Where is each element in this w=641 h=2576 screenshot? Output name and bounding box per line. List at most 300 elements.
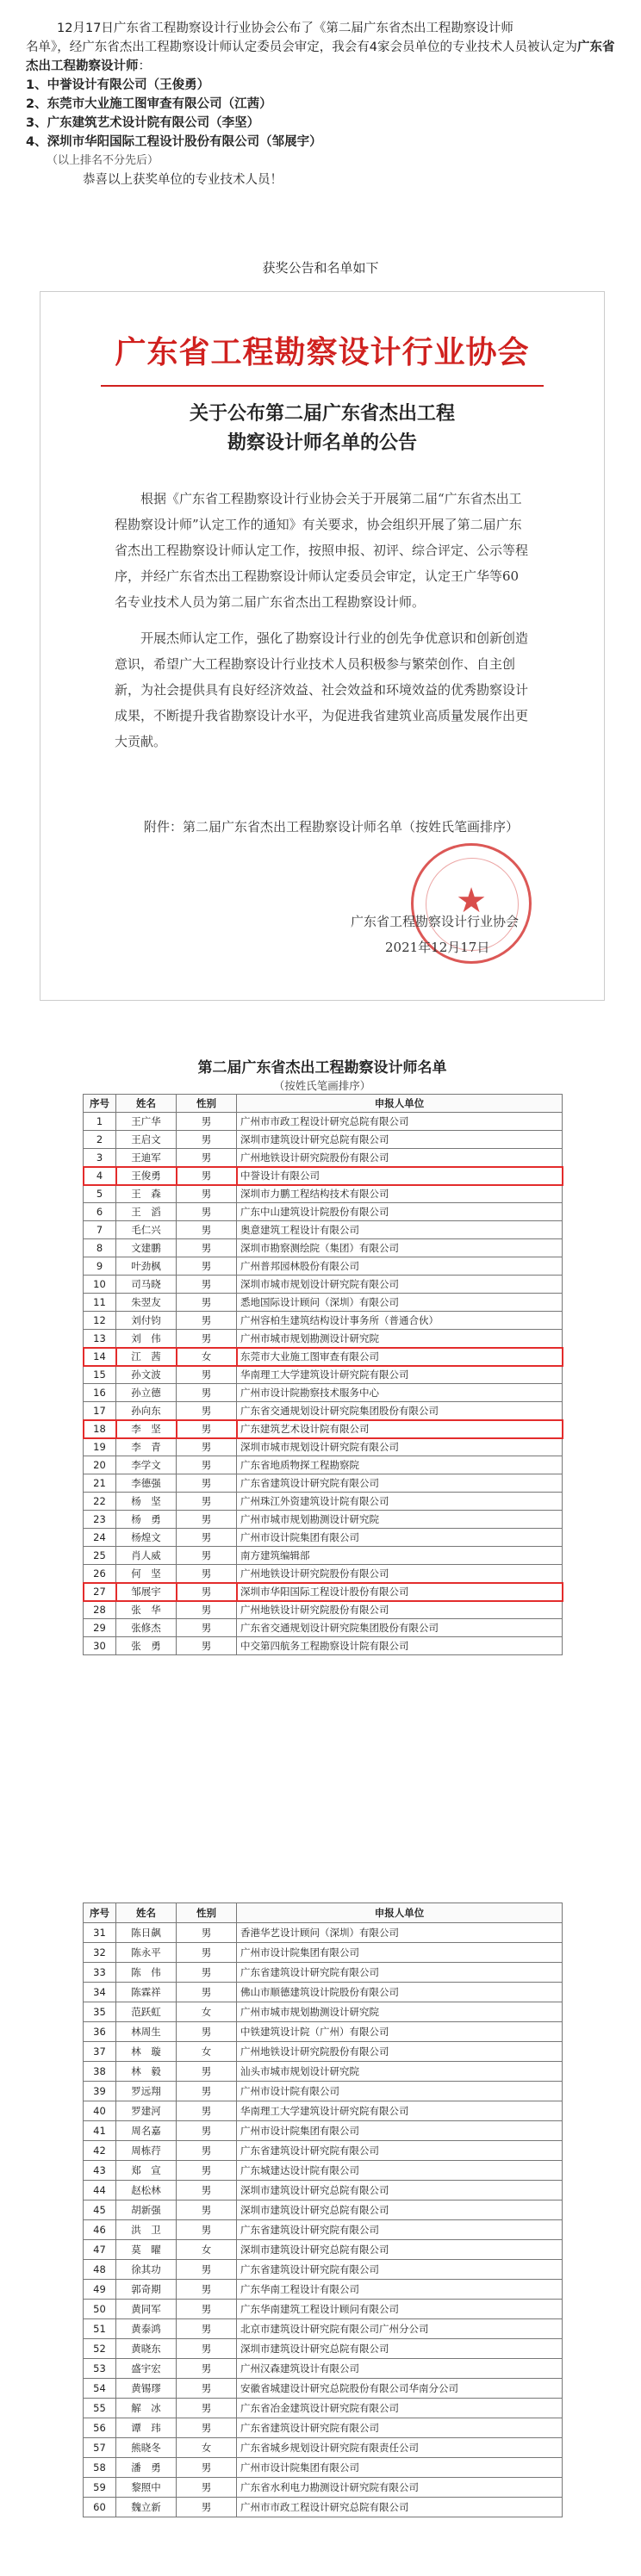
cell-name: 周栋荇	[116, 2141, 177, 2161]
cell-name: 孙立德	[116, 1384, 177, 1402]
column-header: 序号	[84, 1903, 116, 1923]
table-row	[84, 2200, 563, 2220]
cell-index: 4	[84, 1167, 116, 1185]
cell-index: 34	[84, 1983, 116, 2002]
cell-gender: 男	[177, 2141, 237, 2161]
table-row	[84, 1167, 563, 1185]
cell-gender: 男	[177, 1493, 237, 1511]
cell-organization: 华南理工大学建筑设计研究院有限公司	[237, 2101, 563, 2121]
cell-organization: 安徽省城建设计研究总院股份有限公司华南分公司	[237, 2379, 563, 2399]
cell-name: 黄泰鸿	[116, 2319, 177, 2339]
cell-organization: 广州市设计院集团有限公司	[237, 1943, 563, 1963]
cell-name: 朱翌友	[116, 1294, 177, 1312]
cell-index: 55	[84, 2399, 116, 2418]
cell-name: 杨 勇	[116, 1511, 177, 1529]
table-header-row	[84, 1095, 563, 1113]
cell-gender: 男	[177, 1565, 237, 1583]
cell-gender: 男	[177, 2101, 237, 2121]
roster-subtitle: （按姓氏笔画排序）	[273, 1079, 371, 1092]
cell-gender: 男	[177, 1402, 237, 1420]
cell-organization: 广州市设计院集团有限公司	[237, 2458, 563, 2478]
table-row	[84, 2379, 563, 2399]
cell-gender: 男	[177, 2181, 237, 2200]
cell-gender: 男	[177, 1239, 237, 1257]
intro-award-name: 广东省杰出工程勘察设计师	[26, 40, 615, 73]
cell-name: 周名嘉	[116, 2121, 177, 2141]
notice-paragraph-1: 根据《广东省工程勘察设计行业协会关于开展第二届“广东省杰出工程勘察设计师”认定工作的通知》有关要求，协会组织开展了第二届广东省杰出工程勘察设计师认定工作，按照申报、初评、综合评定、公示等程序，并经广东省杰出工程勘察设计师认定委员会审定，认定王广华等60名专业技术人员为第二届广东省杰出工程勘察设计师。	[115, 491, 529, 610]
cell-index: 7	[84, 1221, 116, 1239]
intro-text	[0, 19, 641, 189]
cell-organization: 广州市城市规划勘测设计研究院	[237, 1511, 563, 1529]
cell-index: 50	[84, 2300, 116, 2319]
cell-organization: 广州汉森建筑设计有限公司	[237, 2359, 563, 2379]
column-header: 序号	[84, 1095, 116, 1113]
cell-organization: 中铁建筑设计院（广州）有限公司	[237, 2022, 563, 2042]
cell-gender: 男	[177, 1474, 237, 1493]
cell-name: 潘 勇	[116, 2458, 177, 2478]
cell-organization: 香港华艺设计顾问（深圳）有限公司	[237, 1923, 563, 1943]
cell-name: 范跃虹	[116, 2002, 177, 2022]
table-row	[84, 2062, 563, 2082]
cell-name: 司马晓	[116, 1276, 177, 1294]
table-row	[84, 2418, 563, 2438]
cell-index: 19	[84, 1438, 116, 1456]
cell-name: 王启文	[116, 1131, 177, 1149]
cell-index: 43	[84, 2161, 116, 2181]
cell-index: 52	[84, 2339, 116, 2359]
cell-gender: 男	[177, 1923, 237, 1943]
cell-index: 14	[84, 1348, 116, 1366]
cell-name: 邹展宇	[116, 1583, 177, 1601]
cell-gender: 男	[177, 1456, 237, 1474]
cell-organization: 深圳市建筑设计研究总院有限公司	[237, 2181, 563, 2200]
cell-name: 孙文波	[116, 1366, 177, 1384]
table-row	[84, 1149, 563, 1167]
intro-line-1: 12月17日广东省工程勘察设计行业协会公布了《第二届广东省杰出工程勘察设计师	[57, 22, 513, 35]
table-row	[84, 2458, 563, 2478]
cell-gender: 男	[177, 1185, 237, 1203]
cell-index: 13	[84, 1330, 116, 1348]
table-row	[84, 2181, 563, 2200]
seal-star-icon: ★	[456, 881, 487, 921]
notice-title	[40, 399, 604, 457]
cell-index: 1	[84, 1113, 116, 1131]
cell-name: 张 勇	[116, 1637, 177, 1655]
cell-organization: 广州市市政工程设计研究总院有限公司	[237, 1113, 563, 1131]
cell-organization: 广东华南建筑工程设计顾问有限公司	[237, 2300, 563, 2319]
cell-gender: 男	[177, 1637, 237, 1655]
cell-gender: 男	[177, 2339, 237, 2359]
cell-organization: 广东建筑艺术设计院有限公司	[237, 1420, 563, 1438]
table-row	[84, 1456, 563, 1474]
table-row	[84, 2478, 563, 2498]
table-row	[84, 1257, 563, 1276]
cell-name: 林周生	[116, 2022, 177, 2042]
cell-organization: 佛山市顺德建筑设计院股份有限公司	[237, 1983, 563, 2002]
cell-organization: 悉地国际设计顾问（深圳）有限公司	[237, 1294, 563, 1312]
table-row	[84, 1565, 563, 1583]
table-row	[84, 2101, 563, 2121]
table-row	[84, 1474, 563, 1493]
cell-gender: 男	[177, 2498, 237, 2517]
cell-index: 45	[84, 2200, 116, 2220]
cell-name: 徐其功	[116, 2260, 177, 2280]
red-divider	[101, 385, 544, 387]
table-row	[84, 1601, 563, 1619]
cell-index: 22	[84, 1493, 116, 1511]
cell-gender: 男	[177, 2260, 237, 2280]
cell-organization: 广东省建筑设计研究院有限公司	[237, 2418, 563, 2438]
table-row	[84, 1438, 563, 1456]
cell-name: 陈霖祥	[116, 1983, 177, 2002]
cell-name: 文建鹏	[116, 1239, 177, 1257]
cell-name: 李 青	[116, 1438, 177, 1456]
cell-organization: 深圳市建筑设计研究总院有限公司	[237, 2339, 563, 2359]
signature-organization: 广东省工程勘察设计行业协会	[351, 914, 520, 929]
cell-gender: 男	[177, 1330, 237, 1348]
cell-gender: 男	[177, 1366, 237, 1384]
table-row	[84, 1420, 563, 1438]
cell-gender: 女	[177, 2438, 237, 2458]
winner-item-4: 4、深圳市华阳国际工程设计股份有限公司（邹展宇）	[26, 135, 322, 149]
table-row	[84, 1583, 563, 1601]
cell-index: 5	[84, 1185, 116, 1203]
cell-gender: 男	[177, 1420, 237, 1438]
cell-name: 黎照中	[116, 2478, 177, 2498]
cell-name: 王 森	[116, 1185, 177, 1203]
cell-organization: 广东省城乡规划设计研究院有限责任公司	[237, 2438, 563, 2458]
table-row	[84, 1348, 563, 1366]
table-row	[84, 1619, 563, 1637]
cell-gender: 男	[177, 2359, 237, 2379]
cell-gender: 男	[177, 1221, 237, 1239]
table-row	[84, 2300, 563, 2319]
cell-index: 39	[84, 2082, 116, 2101]
cell-name: 李学文	[116, 1456, 177, 1474]
cell-name: 刘 伟	[116, 1330, 177, 1348]
cell-organization: 广东省交通规划设计研究院集团股份有限公司	[237, 1619, 563, 1637]
cell-gender: 男	[177, 2300, 237, 2319]
cell-gender: 男	[177, 2161, 237, 2181]
cell-name: 赵松林	[116, 2181, 177, 2200]
cell-organization: 广州市设计院有限公司	[237, 2082, 563, 2101]
cell-gender: 男	[177, 2022, 237, 2042]
cell-gender: 男	[177, 2379, 237, 2399]
cell-index: 26	[84, 1565, 116, 1583]
table-row	[84, 2161, 563, 2181]
winner-item-2: 2、东莞市大业施工图审查有限公司（江茜）	[26, 97, 272, 111]
table-row	[84, 1493, 563, 1511]
column-header: 申报人单位	[237, 1903, 563, 1923]
cell-name: 魏立新	[116, 2498, 177, 2517]
table-row	[84, 2002, 563, 2022]
cell-name: 杨 坚	[116, 1493, 177, 1511]
roster-table-1	[83, 1058, 562, 1655]
cell-organization: 广东省地质物探工程勘察院	[237, 1456, 563, 1474]
table-row	[84, 2319, 563, 2339]
cell-index: 40	[84, 2101, 116, 2121]
cell-index: 12	[84, 1312, 116, 1330]
cell-gender: 男	[177, 1384, 237, 1402]
table-row	[84, 1384, 563, 1402]
table-row	[84, 1131, 563, 1149]
table-row	[84, 2042, 563, 2062]
cell-name: 杨煌文	[116, 1529, 177, 1547]
cell-gender: 女	[177, 1348, 237, 1366]
cell-index: 47	[84, 2240, 116, 2260]
cell-name: 郑 宣	[116, 2161, 177, 2181]
cell-index: 10	[84, 1276, 116, 1294]
table-row	[84, 1294, 563, 1312]
cell-index: 29	[84, 1619, 116, 1637]
notice-title-line-1: 关于公布第二届广东省杰出工程	[189, 402, 455, 425]
cell-index: 24	[84, 1529, 116, 1547]
cell-name: 陈日飙	[116, 1923, 177, 1943]
cell-gender: 男	[177, 2319, 237, 2339]
cell-organization: 华南理工大学建筑设计研究院有限公司	[237, 1366, 563, 1384]
cell-gender: 男	[177, 2121, 237, 2141]
cell-index: 44	[84, 2181, 116, 2200]
cell-gender: 男	[177, 1583, 237, 1601]
table-row	[84, 2339, 563, 2359]
cell-organization: 广州地铁设计研究院股份有限公司	[237, 1565, 563, 1583]
cell-index: 60	[84, 2498, 116, 2517]
cell-organization: 广东城建达设计院有限公司	[237, 2161, 563, 2181]
cell-organization: 深圳市城市规划设计研究院有限公司	[237, 1438, 563, 1456]
notice-paragraph-2: 开展杰师认定工作，强化了勘察设计行业的创先争优意识和创新创造意识，希望广大工程勘察设计行业技术人员积极参与繁荣创作、自主创新，为社会提供具有良好经济效益、社会效益和环境效益的优秀勘察设计成果，不断提升我省勘察设计水平，为促进我省建筑业高质量发展作出更大贡献。	[115, 630, 529, 749]
cell-gender: 女	[177, 2240, 237, 2260]
cell-name: 胡新强	[116, 2200, 177, 2220]
cell-index: 46	[84, 2220, 116, 2240]
cell-index: 48	[84, 2260, 116, 2280]
cell-organization: 深圳市建筑设计研究总院有限公司	[237, 2200, 563, 2220]
table-row	[84, 1221, 563, 1239]
cell-name: 解 冰	[116, 2399, 177, 2418]
table-row	[84, 2359, 563, 2379]
cell-organization: 奥意建筑工程设计有限公司	[237, 1221, 563, 1239]
cell-gender: 男	[177, 1276, 237, 1294]
cell-index: 11	[84, 1294, 116, 1312]
table-row	[84, 2220, 563, 2240]
cell-name: 何 坚	[116, 1565, 177, 1583]
association-name: 广东省工程勘察设计行业协会	[115, 334, 530, 370]
cell-index: 49	[84, 2280, 116, 2300]
table-row	[84, 1529, 563, 1547]
cell-name: 王 滔	[116, 1203, 177, 1221]
cell-gender: 男	[177, 1149, 237, 1167]
cell-index: 37	[84, 2042, 116, 2062]
table-row	[84, 2121, 563, 2141]
cell-organization: 南方建筑编辑部	[237, 1547, 563, 1565]
cell-organization: 广东华南工程设计有限公司	[237, 2280, 563, 2300]
cell-name: 陈 伟	[116, 1963, 177, 1983]
ranking-note: （以上排名不分先后）	[47, 154, 159, 167]
cell-name: 陈永平	[116, 1943, 177, 1963]
cell-organization: 深圳市勘察测绘院（集团）有限公司	[237, 1239, 563, 1257]
table-row	[84, 2082, 563, 2101]
cell-organization: 广州容柏生建筑结构设计事务所（普通合伙）	[237, 1312, 563, 1330]
cell-organization: 深圳市建筑设计研究总院有限公司	[237, 1131, 563, 1149]
cell-gender: 男	[177, 1963, 237, 1983]
cell-index: 42	[84, 2141, 116, 2161]
cell-organization: 深圳市力鹏工程结构技术有限公司	[237, 1185, 563, 1203]
cell-name: 张 华	[116, 1601, 177, 1619]
cell-name: 林 毅	[116, 2062, 177, 2082]
cell-gender: 男	[177, 2399, 237, 2418]
cell-index: 57	[84, 2438, 116, 2458]
cell-index: 41	[84, 2121, 116, 2141]
table-row	[84, 1637, 563, 1655]
cell-name: 黄同军	[116, 2300, 177, 2319]
intro-line-2-text: 名单》，经广东省杰出工程勘察设计师认定委员会审定，我会有4家会员单位的专业技术人员被认定为	[26, 40, 577, 54]
cell-index: 36	[84, 2022, 116, 2042]
congratulation-text: 恭喜以上获奖单位的专业技术人员！	[83, 173, 283, 187]
cell-gender: 男	[177, 1601, 237, 1619]
table-row	[84, 2260, 563, 2280]
cell-index: 25	[84, 1547, 116, 1565]
column-header: 性别	[177, 1095, 237, 1113]
roster-table-1-grid	[83, 1094, 563, 1655]
roster-title-block	[83, 1058, 562, 1094]
cell-organization: 广州地铁设计研究院股份有限公司	[237, 2042, 563, 2062]
cell-index: 21	[84, 1474, 116, 1493]
cell-name: 江 茜	[116, 1348, 177, 1366]
cell-name: 王广华	[116, 1113, 177, 1131]
cell-index: 20	[84, 1456, 116, 1474]
signature-date: 2021年12月17日	[385, 940, 490, 955]
cell-gender: 男	[177, 1113, 237, 1131]
table-row	[84, 1511, 563, 1529]
cell-organization: 广州市设计院勘察技术服务中心	[237, 1384, 563, 1402]
cell-name: 毛仁兴	[116, 1221, 177, 1239]
cell-gender: 男	[177, 1312, 237, 1330]
table-row	[84, 1113, 563, 1131]
table-row	[84, 1330, 563, 1348]
cell-gender: 男	[177, 2220, 237, 2240]
cell-organization: 中誉设计有限公司	[237, 1167, 563, 1185]
cell-gender: 男	[177, 2458, 237, 2478]
table-row	[84, 1402, 563, 1420]
table-row	[84, 2240, 563, 2260]
cell-index: 32	[84, 1943, 116, 1963]
cell-gender: 男	[177, 1619, 237, 1637]
cell-organization: 广州市市政工程设计研究总院有限公司	[237, 2498, 563, 2517]
cell-organization: 广东中山建筑设计院股份有限公司	[237, 1203, 563, 1221]
cell-index: 15	[84, 1366, 116, 1384]
cell-name: 王俊勇	[116, 1167, 177, 1185]
cell-organization: 广东省交通规划设计研究院集团股份有限公司	[237, 1402, 563, 1420]
cell-name: 黄晓东	[116, 2339, 177, 2359]
table-row	[84, 1366, 563, 1384]
table-row	[84, 1203, 563, 1221]
cell-gender: 男	[177, 2062, 237, 2082]
cell-name: 熊晓冬	[116, 2438, 177, 2458]
cell-index: 33	[84, 1963, 116, 1983]
cell-index: 9	[84, 1257, 116, 1276]
column-header: 姓名	[116, 1095, 177, 1113]
cell-name: 郭奇期	[116, 2280, 177, 2300]
cell-gender: 男	[177, 1167, 237, 1185]
cell-name: 洪 卫	[116, 2220, 177, 2240]
cell-index: 2	[84, 1131, 116, 1149]
cell-name: 盛宇宏	[116, 2359, 177, 2379]
cell-organization: 广州普邦园林股份有限公司	[237, 1257, 563, 1276]
cell-gender: 男	[177, 1983, 237, 2002]
cell-gender: 女	[177, 2042, 237, 2062]
cell-name: 孙向东	[116, 1402, 177, 1420]
cell-index: 38	[84, 2062, 116, 2082]
table-row	[84, 1547, 563, 1565]
cell-gender: 男	[177, 1511, 237, 1529]
cell-name: 谭 玮	[116, 2418, 177, 2438]
cell-organization: 广东省冶金建筑设计研究院有限公司	[237, 2399, 563, 2418]
cell-index: 53	[84, 2359, 116, 2379]
cell-organization: 广东省建筑设计研究院有限公司	[237, 2141, 563, 2161]
table-row	[84, 2280, 563, 2300]
table-row	[84, 2399, 563, 2418]
intro-colon: ：	[138, 59, 151, 73]
cell-name: 刘付钧	[116, 1312, 177, 1330]
cell-gender: 男	[177, 2418, 237, 2438]
column-header: 姓名	[116, 1903, 177, 1923]
cell-organization: 广州地铁设计研究院股份有限公司	[237, 1149, 563, 1167]
notice-document-image	[40, 291, 605, 1001]
table-row	[84, 1923, 563, 1943]
cell-index: 6	[84, 1203, 116, 1221]
cell-index: 27	[84, 1583, 116, 1601]
cell-index: 35	[84, 2002, 116, 2022]
cell-organization: 广东省建筑设计研究院有限公司	[237, 2260, 563, 2280]
winner-item-3: 3、广东建筑艺术设计院有限公司（李坚）	[26, 116, 260, 130]
cell-name: 李德强	[116, 1474, 177, 1493]
cell-index: 23	[84, 1511, 116, 1529]
cell-gender: 男	[177, 2478, 237, 2498]
cell-gender: 男	[177, 1547, 237, 1565]
table-row	[84, 2498, 563, 2517]
table-row	[84, 2141, 563, 2161]
cell-gender: 男	[177, 1131, 237, 1149]
table-row	[84, 2022, 563, 2042]
cell-index: 17	[84, 1402, 116, 1420]
cell-index: 3	[84, 1149, 116, 1167]
cell-gender: 男	[177, 1203, 237, 1221]
cell-index: 8	[84, 1239, 116, 1257]
cell-name: 罗建河	[116, 2101, 177, 2121]
cell-organization: 广东省建筑设计研究院有限公司	[237, 2220, 563, 2240]
cell-index: 59	[84, 2478, 116, 2498]
roster-title: 第二届广东省杰出工程勘察设计师名单	[197, 1059, 447, 1077]
cell-organization: 广州市城市规划勘测设计研究院	[237, 2002, 563, 2022]
column-header: 性别	[177, 1903, 237, 1923]
section-caption: 获奖公告和名单如下	[262, 260, 379, 276]
cell-gender: 女	[177, 2002, 237, 2022]
table-row	[84, 1943, 563, 1963]
cell-index: 56	[84, 2418, 116, 2438]
cell-organization: 广州市城市规划勘测设计研究院	[237, 1330, 563, 1348]
cell-organization: 广东省建筑设计研究院有限公司	[237, 1474, 563, 1493]
cell-name: 林 璇	[116, 2042, 177, 2062]
cell-index: 16	[84, 1384, 116, 1402]
cell-index: 30	[84, 1637, 116, 1655]
column-header: 申报人单位	[237, 1095, 563, 1113]
cell-organization: 东莞市大业施工图审查有限公司	[237, 1348, 563, 1366]
cell-gender: 男	[177, 1438, 237, 1456]
cell-gender: 男	[177, 1529, 237, 1547]
cell-name: 李 坚	[116, 1420, 177, 1438]
table-row	[84, 1276, 563, 1294]
notice-title-line-2: 勘察设计师名单的公告	[227, 431, 417, 454]
notice-attachment: 附件：第二届广东省杰出工程勘察设计师名单（按姓氏笔画排序）	[144, 819, 520, 835]
